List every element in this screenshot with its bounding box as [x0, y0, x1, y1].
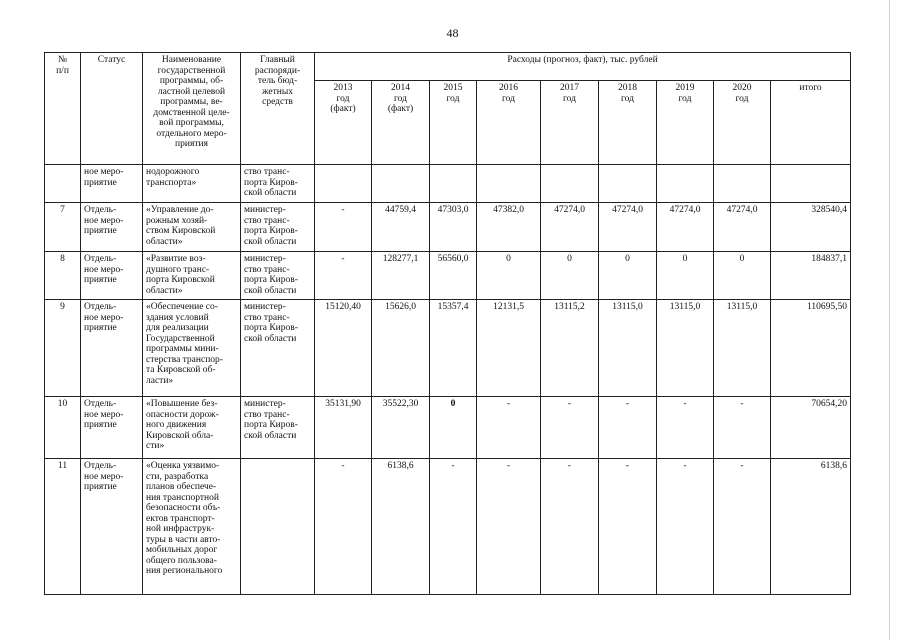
row-value-2016: - — [477, 397, 541, 459]
header-expenses: Расходы (прогноз, факт), тыс. рублей — [315, 53, 851, 81]
row-value-2013: - — [315, 252, 372, 300]
row-value-total — [771, 165, 851, 203]
row-value-2013: 15120,40 — [315, 300, 372, 397]
row-value-total: 6138,6 — [771, 459, 851, 595]
row-status: Отдель- ное меро- приятие — [81, 397, 143, 459]
row-value-2017: - — [541, 397, 599, 459]
row-value-2019: 47274,0 — [657, 203, 714, 252]
table-row — [45, 300, 851, 397]
row-value-2013 — [315, 165, 372, 203]
header-year-2020: 2020 год — [714, 81, 771, 165]
row-program-name: «Повышение без- опасности дорож- ного движения Кировской обла- сти» — [143, 397, 241, 459]
row-status: Отдель- ное меро- приятие — [81, 203, 143, 252]
row-value-2018: - — [599, 397, 657, 459]
row-value-2017 — [541, 165, 599, 203]
row-value-2020: - — [714, 397, 771, 459]
table-row — [45, 459, 851, 595]
table-row — [45, 252, 851, 300]
row-value-2016: 12131,5 — [477, 300, 541, 397]
row-program-name: «Развитие воз- душного транс- порта Кировской области» — [143, 252, 241, 300]
row-value-2018: - — [599, 459, 657, 595]
header-program-name: Наименование государственной программы, об- ластной целевой программы, ве- домственной целе- вой программы, отдельного меро- приятия — [143, 53, 241, 165]
row-status: Отдель- ное меро- приятие — [81, 252, 143, 300]
row-value-2015: - — [430, 459, 477, 595]
row-value-2016: 0 — [477, 252, 541, 300]
page-edge-divider — [889, 0, 890, 640]
row-value-2013: 35131,90 — [315, 397, 372, 459]
row-value-2015: 15357,4 — [430, 300, 477, 397]
row-value-total: 110695,50 — [771, 300, 851, 397]
row-value-2018: 47274,0 — [599, 203, 657, 252]
row-value-2017: - — [541, 459, 599, 595]
row-program-name: «Обеспечение со- здания условий для реализации Государственной программы мини- стерства транспор- та Кировской об- ласти» — [143, 300, 241, 397]
row-value-2017: 47274,0 — [541, 203, 599, 252]
table-row — [45, 397, 851, 459]
row-program-name: нодорожного транспорта» — [143, 165, 241, 203]
row-number: 11 — [45, 459, 81, 595]
row-value-2014: 15626,0 — [372, 300, 430, 397]
row-value-2018: 0 — [599, 252, 657, 300]
row-budget-manager — [241, 459, 315, 595]
row-value-total: 184837,1 — [771, 252, 851, 300]
row-value-2019: 0 — [657, 252, 714, 300]
row-value-2014: 128277,1 — [372, 252, 430, 300]
row-value-2017: 0 — [541, 252, 599, 300]
page-number: 48 — [446, 26, 459, 40]
row-value-total: 70654,20 — [771, 397, 851, 459]
row-status: Отдель- ное меро- приятие — [81, 300, 143, 397]
row-budget-manager: министер- ство транс- порта Киров- ской области — [241, 397, 315, 459]
row-value-2013: - — [315, 203, 372, 252]
row-value-2014: 6138,6 — [372, 459, 430, 595]
row-value-2013: - — [315, 459, 372, 595]
row-budget-manager: министер- ство транс- порта Киров- ской области — [241, 252, 315, 300]
row-status: Отдель- ное меро- приятие — [81, 459, 143, 595]
row-budget-manager: министер- ство транс- порта Киров- ской области — [241, 203, 315, 252]
row-value-2015: 0 — [430, 397, 477, 459]
header-total: итого — [771, 81, 851, 165]
row-value-2020: 47274,0 — [714, 203, 771, 252]
row-number: 9 — [45, 300, 81, 397]
row-budget-manager: министер- ство транс- порта Киров- ской области — [241, 300, 315, 397]
row-number: 8 — [45, 252, 81, 300]
row-value-2015: 56560,0 — [430, 252, 477, 300]
header-year-2017: 2017 год — [541, 81, 599, 165]
row-value-2016: 47382,0 — [477, 203, 541, 252]
row-value-2016 — [477, 165, 541, 203]
row-budget-manager: ство транс- порта Киров- ской области — [241, 165, 315, 203]
row-value-2017: 13115,2 — [541, 300, 599, 397]
header-year-2013: 2013 год (факт) — [315, 81, 372, 165]
row-value-2018 — [599, 165, 657, 203]
row-value-2016: - — [477, 459, 541, 595]
row-value-2020 — [714, 165, 771, 203]
row-value-2019 — [657, 165, 714, 203]
header-row — [45, 53, 851, 81]
row-value-2019: 13115,0 — [657, 300, 714, 397]
header-status: Статус — [81, 53, 143, 165]
header-no: № п/п — [45, 53, 81, 165]
row-program-name: «Оценка уязвимо- сти, разработка планов обеспече- ния транспортной безопасности объ- ектов транспорт- ной инфраструк- туры в части авто- мобильных дорог общего пользова- ния регионального — [143, 459, 241, 595]
header-budget-manager: Главный распоряди- тель бюд- жетных средств — [241, 53, 315, 165]
row-value-2020: 13115,0 — [714, 300, 771, 397]
header-year-2018: 2018 год — [599, 81, 657, 165]
row-value-2020: - — [714, 459, 771, 595]
row-status: ное меро- приятие — [81, 165, 143, 203]
row-value-2014 — [372, 165, 430, 203]
row-value-total: 328540,4 — [771, 203, 851, 252]
row-value-2018: 13115,0 — [599, 300, 657, 397]
header-year-2014: 2014 год (факт) — [372, 81, 430, 165]
table-row — [45, 165, 851, 203]
row-program-name: «Управление до- рожным хозяй- ством Кировской области» — [143, 203, 241, 252]
row-value-2020: 0 — [714, 252, 771, 300]
row-number: 7 — [45, 203, 81, 252]
table-row — [45, 203, 851, 252]
header-year-2015: 2015 год — [430, 81, 477, 165]
row-value-2019: - — [657, 459, 714, 595]
row-value-2015: 47303,0 — [430, 203, 477, 252]
budget-table — [44, 52, 851, 595]
header-year-2019: 2019 год — [657, 81, 714, 165]
header-year-2016: 2016 год — [477, 81, 541, 165]
row-value-2019: - — [657, 397, 714, 459]
row-value-2014: 44759,4 — [372, 203, 430, 252]
row-number — [45, 165, 81, 203]
row-value-2015 — [430, 165, 477, 203]
row-value-2014: 35522,30 — [372, 397, 430, 459]
row-number: 10 — [45, 397, 81, 459]
